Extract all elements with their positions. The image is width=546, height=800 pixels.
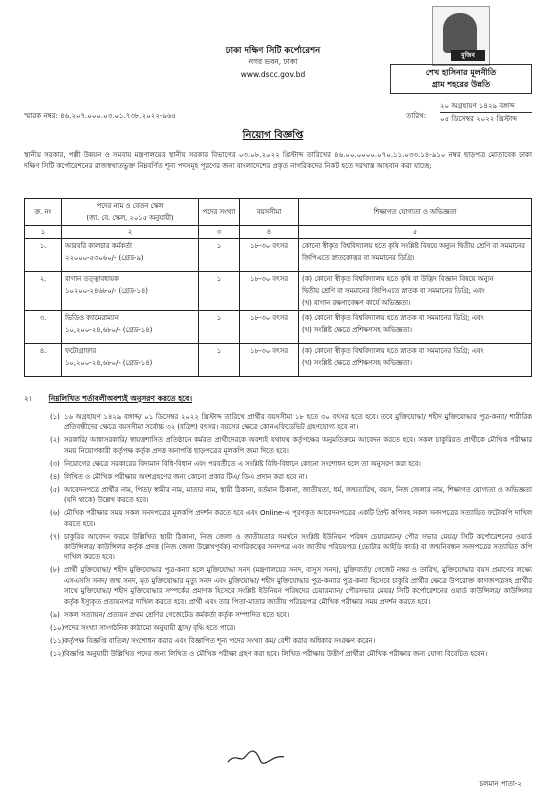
row-count: ১ — [199, 344, 240, 377]
condition-number: (১০) — [50, 623, 65, 632]
header-age: বয়সসীমা — [240, 199, 299, 226]
post-name: ফটোগ্রাফার — [65, 347, 97, 355]
header-post-scale: (জা. বে. স্কেল, ২০১৫ অনুযায়ী) — [86, 214, 174, 222]
emblem-badge: মুজিব — [451, 50, 485, 61]
column-number: ৪ — [240, 226, 299, 239]
organization-name: ঢাকা দক্ষিণ সিটি কর্পোরেশন — [225, 46, 321, 56]
row-age: ১৮-৩০ বৎসর — [240, 239, 299, 272]
condition-text: বিজ্ঞপ্তি অনুযায়ী উল্লিখিত পদের জন্য লিখিত ও মৌখিক পরীক্ষা গ্রহণ করা হবে। লিখিত পরীক্ষায় উত্তীর্ণ প্রার্থীরা মৌখিক পরীক্ষার জন্য যোগ্য বিবেচিত হবেন। — [64, 649, 488, 658]
list-item — [24, 636, 532, 646]
qualification-line: কোনো স্বীকৃত বিশ্ববিদ্যালয় হতে কৃষি সংশ্লিষ্ট বিষয়ে অন্যুন দ্বিতীয় শ্রেণি বা সমমানের জিপিএতে স্নাতকোত্তর বা সমমানের ডিগ্রি। — [302, 242, 525, 262]
list-item — [24, 610, 532, 620]
row-serial: ৪. — [25, 344, 62, 377]
post-scale: ১০,২০০-২৪,৬৮০/- (গ্রেড-১৪) — [65, 359, 153, 367]
condition-number: (৮) — [50, 566, 60, 575]
memo-number: স্মারক নম্বর: ৪৬.২০৭.০০০.০৩.০১.৭৩৮.২০২২-৯৬৫ — [24, 112, 177, 120]
qualification-line: (ক) কোনো স্বীকৃত বিশ্ববিদ্যালয় হতে কৃষি বা উদ্ভিদ বিজ্ঞান বিষয়ে অন্যুন — [302, 275, 494, 283]
condition-text: আবেদনপত্রে প্রার্থীর নাম, পিতা/ স্বামীর নাম, মাতার নাম, স্থায়ী ঠিকানা, বর্তমান ঠিকানা, জাতীয়তা, ধর্ম, জন্মতারিখ, বয়স, নিজ জেলার নাম, শিক্ষাগত যোগ্যতা ও অভিজ্ঞতা (যদি থাকে) উল্লেখ করতে হবে। — [64, 485, 532, 505]
list-item — [24, 532, 532, 563]
header-serial: ক্র. নং — [25, 199, 62, 226]
row-serial: ১. — [25, 239, 62, 272]
list-item — [24, 435, 532, 456]
intro-paragraph: স্থানীয় সরকার, পল্লী উন্নয়ন ও সমবায় মন্ত্রণালয়ের স্থানীয় সরকার বিভাগের ০৩.০৮.২০২২ খ্রিস্টাব্দ তারিখের ৪৬.০০.০০০০.০৭০.১১.০৩৩.১৪-৯১০ নম্বর ছাড়পত্র মোতাবেক ঢাকা দক্ষিণ সিটি কর্পোরেশনের রাজস্বখাতভুক্ত নিম্নবর্ণিত শূন্য পদসমূহ পূরণের জন্য বাংলাদেশের প্রকৃত নাগরিকদের নিকট হতে দরখাস্ত আহবান করা যাচ্ছে: — [24, 151, 532, 170]
header-post-name: পদের নাম ও বেতন স্কেল — [96, 202, 164, 210]
slogan-box — [390, 64, 532, 94]
table-header-row — [25, 199, 532, 226]
section-title: নিম্নলিখিত শর্তাবলীঅবশ্যই অনুসরণ করতে হবে। — [48, 394, 193, 403]
row-qualification — [299, 311, 532, 344]
post-name: বাগান তত্ত্বাবধায়ক — [65, 275, 119, 283]
row-qualification — [299, 344, 532, 377]
condition-number: (৪) — [50, 472, 60, 481]
column-number: ১ — [25, 226, 62, 239]
condition-number: (৬) — [50, 509, 60, 518]
list-item — [24, 472, 532, 482]
qualification-line: (খ) সংশ্লিষ্ট ক্ষেত্রে প্রশিক্ষণসহ অভিজ্ঞতা। — [302, 326, 412, 334]
condition-text: মৌখিক পরীক্ষার সময় সকল সনদপত্রের মূলকপি প্রদর্শন করতে হবে এবং Online-এ পূরণকৃত আবেদনপত্রের একটি প্রিন্ট কপিসহ সকল সনদপত্রের সত্যায়িত ফটোকপি দাখিল করতে হবে। — [64, 509, 532, 528]
post-scale: ২২০০০-৫৩০৬০/- (গ্রেড-৯) — [65, 254, 144, 262]
condition-number: (৯) — [50, 610, 60, 619]
condition-text: লিখিত ও মৌখিক পরীক্ষায় অংশগ্রহণের জন্য কোনো প্রকার টিএ/ ডিএ প্রদান করা হবে না। — [64, 472, 308, 481]
slogan-line-2: গ্রাম শহরের উন্নতি — [431, 80, 491, 89]
row-age: ১৮-৩০ বৎসর — [240, 311, 299, 344]
post-scale: ১০২০০-২৪৬৮০/- (গ্রেড-১৪) — [65, 287, 148, 295]
post-scale: ১০,২০০-২৪,৬৮০/- (গ্রেড-১৪) — [65, 326, 153, 334]
condition-number: (২) — [50, 436, 60, 445]
row-post — [62, 239, 199, 272]
row-post — [62, 272, 199, 311]
notice-title: নিয়োগ বিজ্ঞপ্তি — [242, 130, 304, 141]
row-serial: ৩. — [25, 311, 62, 344]
condition-text: কর্তৃপক্ষ বিজ্ঞপ্তি বাতিল/ সংশোধন করার এবং বিজ্ঞাপিত শূন্য পদের সংখ্যা কম/ বেশী করার অধিকার সংরক্ষণ করেন। — [64, 636, 376, 645]
continuation-note: চলমান পাতা-২ — [479, 780, 522, 788]
column-number: ২ — [62, 226, 199, 239]
post-name: ভিডিও ক্যামেরাম্যান — [65, 314, 119, 322]
condition-number: (৭) — [50, 532, 60, 541]
condition-number: (১১) — [50, 636, 65, 645]
posts-table — [24, 198, 532, 377]
row-serial: ২. — [25, 272, 62, 311]
qualification-line: (খ) বাগান রক্ষণাবেক্ষণ কার্যে অভিজ্ঞতা। — [302, 299, 411, 307]
row-count: ১ — [199, 272, 240, 311]
post-name: আরবরি কালচার কর্মকর্তা — [65, 242, 132, 250]
conditions-heading — [24, 394, 192, 406]
list-item — [24, 459, 532, 469]
table-row — [25, 239, 532, 272]
portrait-icon — [443, 13, 477, 53]
condition-text: নিয়োগের ক্ষেত্রে সরকারের বিদ্যমান বিধি-বিধান এবং পরবর্তীতে এ সংশ্লিষ্ট বিধি-বিধানে কোনো সংশোধন হলে তা অনুসরণ করা হবে। — [64, 459, 421, 468]
mujib-emblem-image — [432, 6, 490, 66]
section-number: ২। — [24, 394, 32, 403]
qualification-line: (খ) সংশ্লিষ্ট ক্ষেত্রে প্রশিক্ষণসহ অভিজ্ঞতা। — [302, 359, 412, 367]
condition-number: (১২) — [50, 649, 65, 658]
list-item — [24, 623, 532, 633]
list-item — [24, 508, 532, 529]
header-qualification: শিক্ষাগত যোগ্যতা ও অভিজ্ঞতা — [299, 199, 532, 226]
condition-number: (১) — [50, 413, 60, 421]
row-age: ১৮-৩০ বৎসর — [240, 272, 299, 311]
condition-text: চাকুরির আবেদন ফরমে উল্লিখিত স্থায়ী ঠিকানা, নিজ জেলা ও জাতীয়তার সমর্থনে সংশ্লিষ্ট ইউনিয়ন পরিষদ চেয়ারম্যান/ পৌর সভার মেয়র/ সিটি কর্পোরেশনের ওয়ার্ড কাউন্সিলর/ কাউন্সিলর কর্তৃক প্রদত্ত (নিজ জেলা উল্লেখপূর্বক) নাগরিকত্বের সনদপত্র এবং জাতীয় পরিচয়পত্র (ভোটার আইডি কার্ড) বা জন্মনিবন্ধন সনদপত্রের সত্যায়িত কপি দাখিল করতে হবে। — [64, 532, 532, 562]
qualification-line: (ক) কোনো স্বীকৃত বিশ্ববিদ্যালয় হতে স্নাতক বা সমমানের ডিগ্রি; এবং — [302, 314, 484, 322]
conditions-list — [24, 412, 532, 662]
list-item — [24, 412, 532, 433]
slogan-line-1: শেখ হাসিনার মূলনীতি — [425, 68, 497, 77]
condition-number: (৫) — [50, 485, 60, 494]
row-post — [62, 311, 199, 344]
row-qualification — [299, 272, 532, 311]
table-row — [25, 311, 532, 344]
signature-image — [226, 748, 286, 766]
row-count: ১ — [199, 239, 240, 272]
table-row — [25, 344, 532, 377]
condition-text: সরকারি/ আধাসরকারি/ স্বায়ত্তশাসিত প্রতিষ্ঠানে কর্মরত প্রার্থীদেরকে অবশ্যই যথাযথ কর্তৃপক্ষের অনুমতিক্রমে আবেদন করতে হবে। সকল চাকুরিরত প্রার্থীকে মৌখিক পরীক্ষার সময় নিয়োগকারী কর্তৃপক্ষ কর্তৃক প্রদত্ত অনাপত্তি ছাড়পত্রের মূলকপি জমা দিতে হবে। — [64, 436, 532, 455]
list-item — [24, 485, 532, 506]
table-row — [25, 272, 532, 311]
row-count: ১ — [199, 311, 240, 344]
condition-text: সকল সত্যায়ন/ প্রত্যয়ন প্রথম শ্রেণির গেজেটেড কর্মকর্তা কর্তৃক সম্পাদিত হতে হবে। — [64, 610, 290, 619]
qualification-line: (ক) কোনো স্বীকৃত বিশ্ববিদ্যালয় হতে স্নাতক বা সমমানের ডিগ্রি; এবং — [302, 347, 484, 355]
date-english: ০৫ ডিসেম্বর ২০২২ খ্রিস্টাব্দ — [440, 115, 518, 123]
date-label: তারিখ: — [406, 112, 427, 120]
column-number-row — [25, 226, 532, 239]
condition-text: ১৬ অগ্রহায়ণ ১৪২৯ বঙ্গাব্দ/ ০১ ডিসেম্বর ২০২২ খ্রিস্টাব্দ তারিখে প্রার্থীর বয়সসীমা ১৮ হতে ৩০ বৎসর হতে হবে। তবে মুক্তিযোদ্ধা/ শহীদ মুক্তিযোদ্ধার পুত্র-কন্যা/ শারীরিক প্রতিবন্ধীদের ক্ষেত্রে বয়সসীমা সর্বোচ্চ ৩২ (বত্রিশ) বৎসর। বয়সের ক্ষেত্রে কোনএফিডেভিট গ্রহণযোগ্য হবে না। — [64, 413, 532, 432]
date-bangla: ২০ অগ্রহায়ণ ১৪২৯ বঙ্গাব্দ — [440, 100, 532, 113]
row-post — [62, 344, 199, 377]
row-qualification — [299, 239, 532, 272]
organization-website: www.dscc.gov.bd — [240, 70, 306, 79]
list-item — [24, 565, 532, 607]
header-post — [62, 199, 199, 226]
column-number: ৫ — [299, 226, 532, 239]
list-item — [24, 649, 532, 659]
header-count: পদের সংখ্যা — [199, 199, 240, 226]
organization-address: নগর ভবন, ঢাকা — [248, 57, 298, 66]
condition-text: পদের সংখ্যা সাংগঠনিক কাঠামো অনুযায়ী হ্রাস/ বৃদ্ধি হতে পারে। — [64, 623, 236, 632]
condition-number: (৩) — [50, 459, 60, 468]
column-number: ৩ — [199, 226, 240, 239]
row-age: ১৮-৩০ বৎসর — [240, 344, 299, 377]
qualification-line: দ্বিতীয় শ্রেণি বা সমমানের জিপিএতে স্নাতক বা সমমানের ডিগ্রি; এবং — [302, 287, 485, 295]
condition-text: প্রার্থী মুক্তিযোদ্ধা/ শহীদ মুক্তিযোদ্ধার পুত্র-কন্যা হলে মুক্তিযোদ্ধা সনদ (মন্ত্রণালয়ের সনদ, বাসুস সনদ), মুক্তিবার্তা/ গেজেট নম্বর ও তারিখ, মুক্তিযোদ্ধার বয়স প্রমাণের লক্ষ্যে এসএসসি সনদ/ জন্ম সনদ, মৃত মুক্তিযোদ্ধার মৃত্যু সনদ এবং মুক্তিযোদ্ধা/ শহীদ মুক্তিযোদ্ধার পুত্র-কন্যার পুত্র-কন্যা হিসেবে চাকুরি প্রার্থীর ক্ষেত্রে উপরোক্ত কাগজপত্রসহ প্রার্থীর সাথে মুক্তিযোদ্ধা/ শহীদ মুক্তিযোদ্ধার সম্পর্কের প্রমাণক হিসেবে সংশ্লিষ্ট ইউনিয়ন পরিষদের চেয়ারম্যান/ পৌরসভার মেয়র/ সিটি কর্পোরেশনের ওয়ার্ড কাউন্সিলর/ কাউন্সিলর কর্তৃক ইস্যুকৃত প্রত্যয়নপত্র দাখিল করতে হবে। প্রার্থী এবং তার পিতা-মাতার জাতীয় পরিচয়পত্র মৌখিক পরীক্ষার সময় প্রদর্শন করতে হবে। — [64, 566, 532, 606]
date-block — [440, 100, 532, 125]
